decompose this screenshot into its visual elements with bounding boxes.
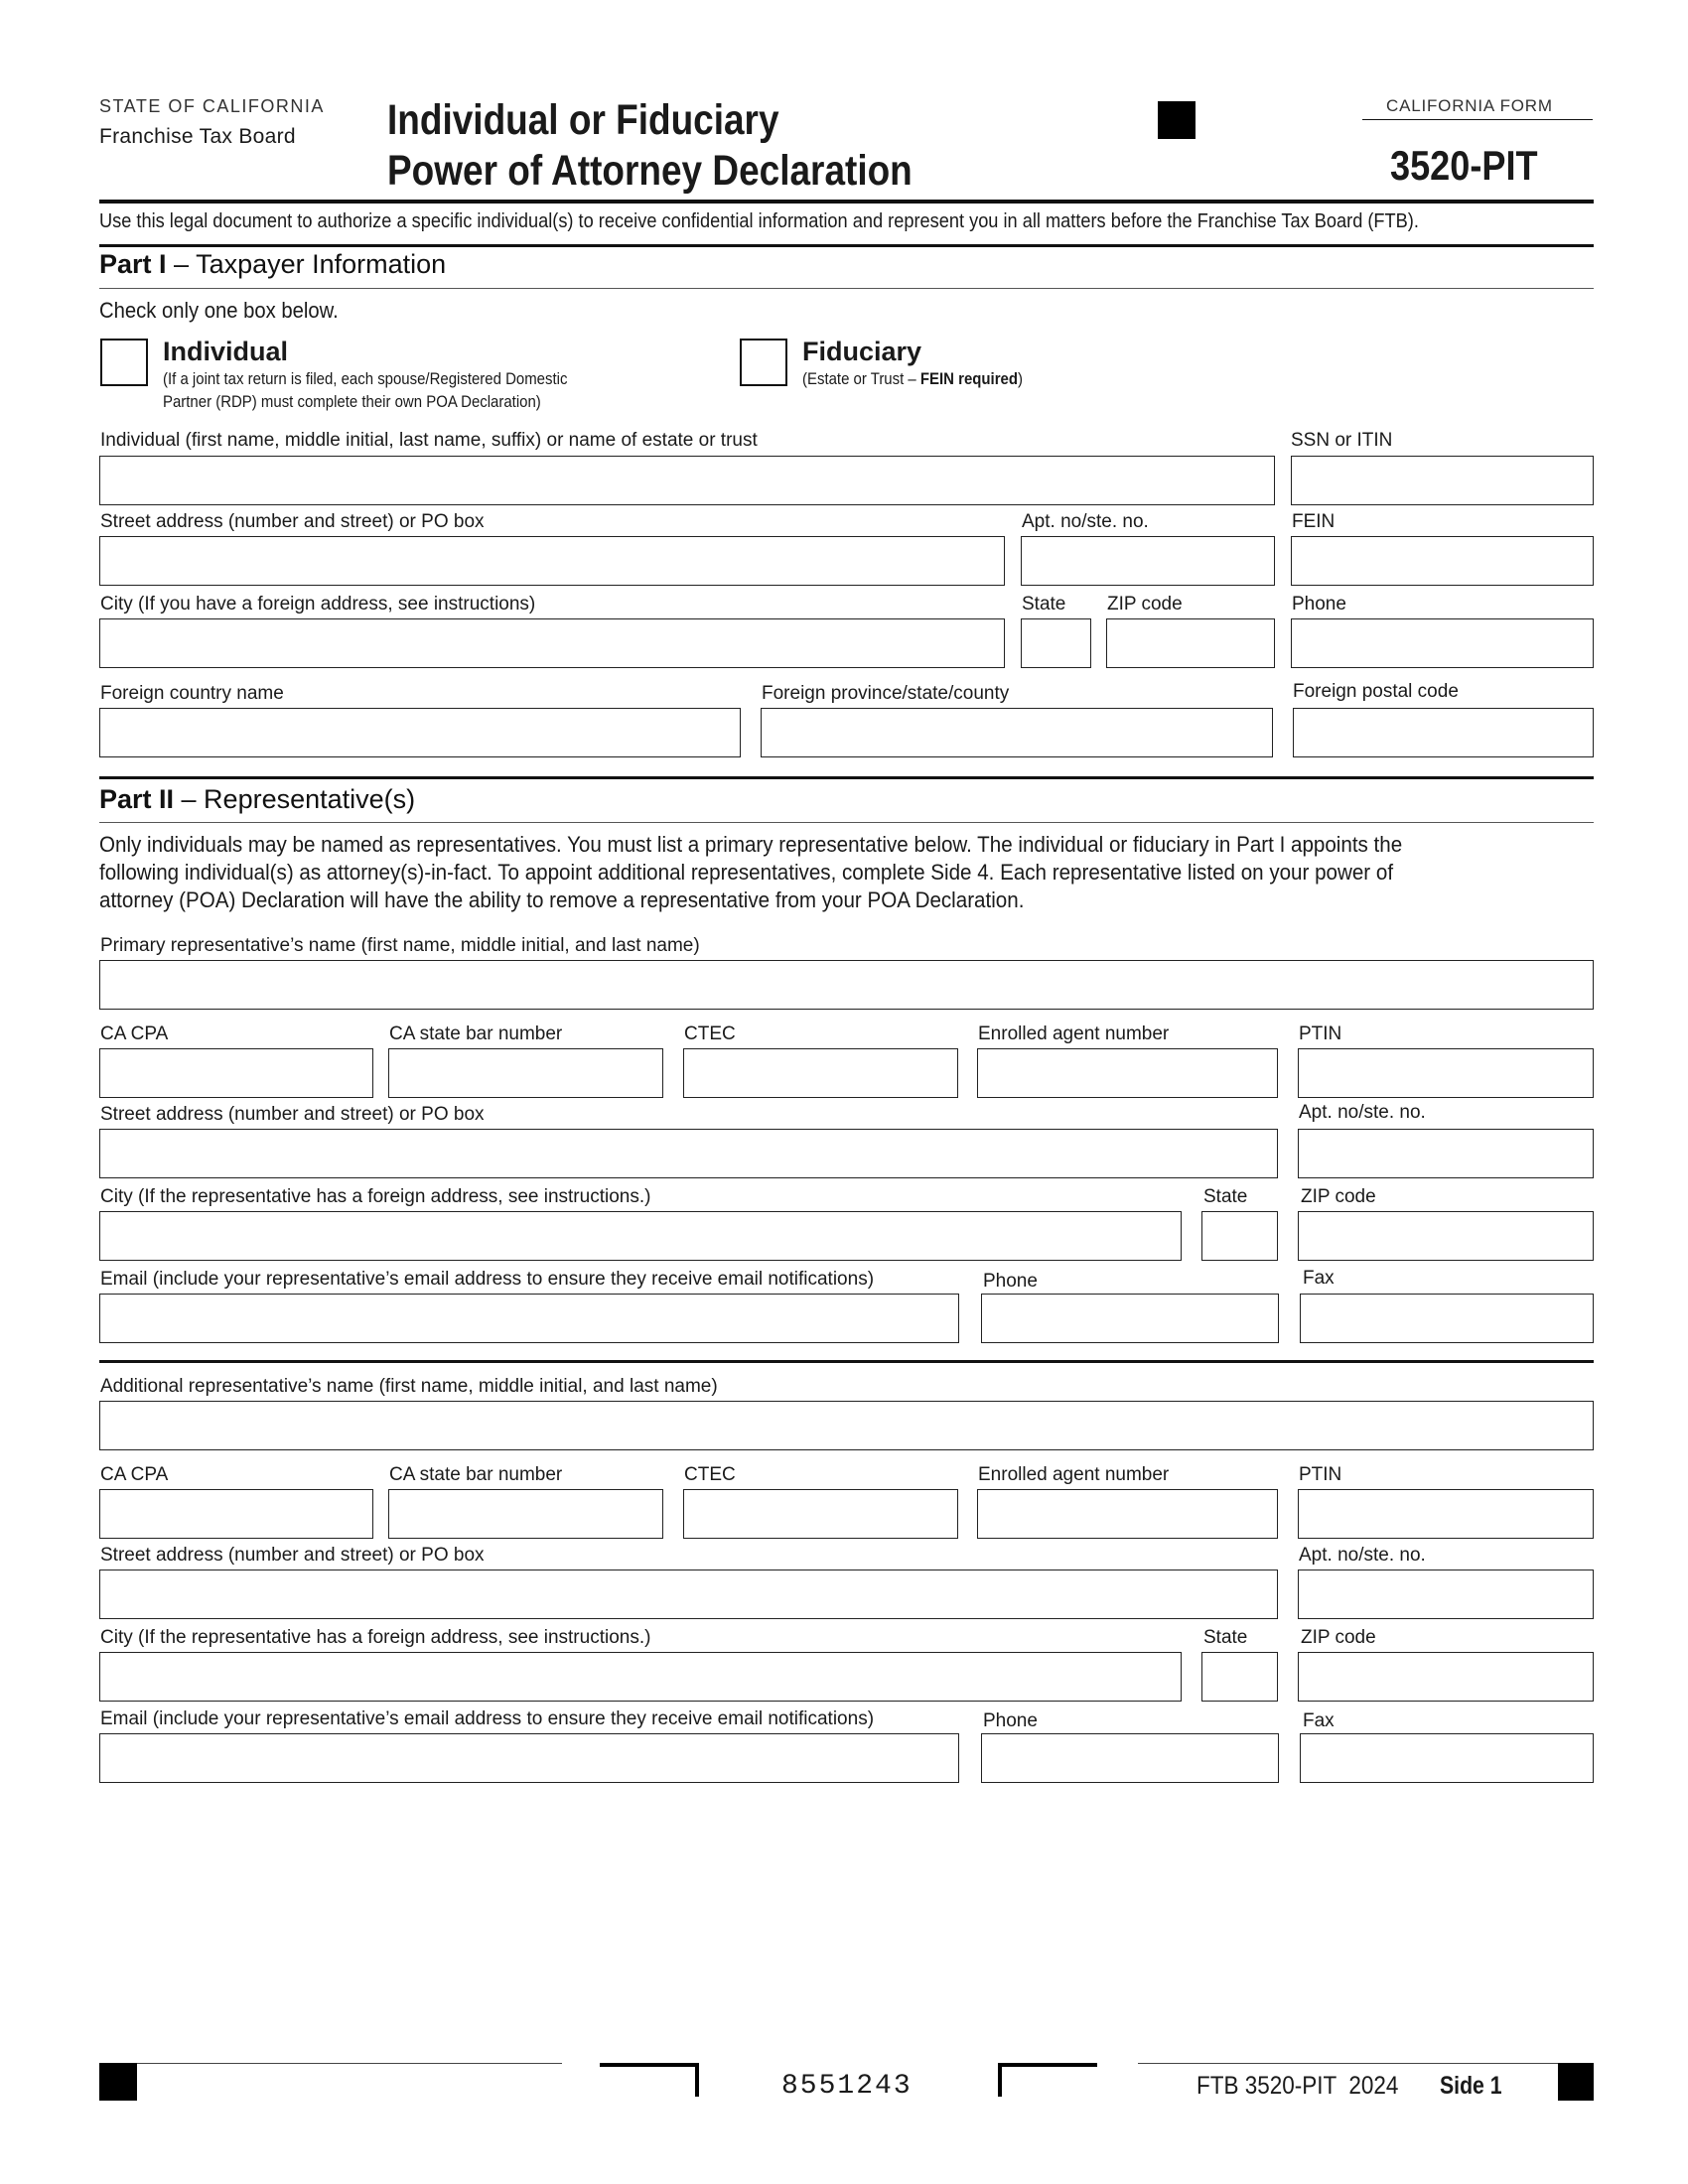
individual-label: Individual bbox=[163, 337, 289, 366]
individual-note-line2: Partner (RDP) must complete their own POA Declaration) bbox=[163, 392, 541, 411]
primary-zip-label: ZIP code bbox=[1301, 1186, 1376, 1207]
additional-zip-input[interactable] bbox=[1298, 1652, 1594, 1702]
california-form-label: CALIFORNIA FORM bbox=[1386, 96, 1553, 115]
representative-divider-rule bbox=[99, 1360, 1594, 1363]
primary-street-input[interactable] bbox=[99, 1129, 1278, 1178]
footer-rule-left bbox=[137, 2063, 562, 2064]
primary-city-input[interactable] bbox=[99, 1211, 1182, 1261]
footer-form-year: FTB 3520-PIT 2024 bbox=[1196, 2072, 1399, 2100]
fiduciary-label: Fiduciary bbox=[802, 337, 922, 366]
primary-enrolled-input[interactable] bbox=[977, 1048, 1278, 1098]
individual-note-line1: (If a joint tax return is filed, each spouse/Registered Domestic bbox=[163, 369, 568, 388]
part2-paragraph bbox=[99, 831, 1590, 914]
primary-zip-input[interactable] bbox=[1298, 1211, 1594, 1261]
primary-fax-input[interactable] bbox=[1300, 1294, 1594, 1343]
additional-city-label: City (If the representative has a foreign address, see instructions.) bbox=[100, 1627, 651, 1648]
additional-fax-label: Fax bbox=[1303, 1710, 1335, 1731]
primary-bar-input[interactable] bbox=[388, 1048, 663, 1098]
primary-ca-cpa-input[interactable] bbox=[99, 1048, 373, 1098]
part1-top-rule bbox=[99, 244, 1594, 247]
additional-enrolled-input[interactable] bbox=[977, 1489, 1278, 1539]
primary-city-label: City (If the representative has a foreign address, see instructions.) bbox=[100, 1186, 651, 1207]
additional-bar-input[interactable] bbox=[388, 1489, 663, 1539]
primary-rep-name-label: Primary representative’s name (first name, middle initial, and last name) bbox=[100, 935, 700, 956]
primary-ctec-label: CTEC bbox=[684, 1024, 736, 1044]
primary-apt-label: Apt. no/ste. no. bbox=[1299, 1102, 1426, 1123]
additional-street-input[interactable] bbox=[99, 1570, 1278, 1619]
ssn-label: SSN or ITIN bbox=[1291, 430, 1393, 451]
state-label: STATE OF CALIFORNIA bbox=[99, 96, 325, 116]
part1-title-bold: Part I bbox=[99, 249, 167, 279]
foreign-province-label: Foreign province/state/county bbox=[762, 683, 1010, 704]
primary-email-input[interactable] bbox=[99, 1294, 959, 1343]
part1-sub-rule bbox=[99, 288, 1594, 289]
taxpayer-city-input[interactable] bbox=[99, 618, 1005, 668]
foreign-country-label: Foreign country name bbox=[100, 683, 284, 704]
primary-state-label: State bbox=[1203, 1186, 1248, 1207]
part2-para-line1: Only individuals may be named as representatives. You must list a primary representative below. The individual or fiduciary in Part I appoints the bbox=[99, 832, 1403, 857]
primary-phone-label: Phone bbox=[983, 1271, 1038, 1292]
agency-label: Franchise Tax Board bbox=[99, 125, 296, 148]
form-title-line1: Individual or Fiduciary bbox=[387, 96, 779, 144]
additional-ca-cpa-input[interactable] bbox=[99, 1489, 373, 1539]
taxpayer-street-label: Street address (number and street) or PO box bbox=[100, 511, 485, 532]
primary-state-input[interactable] bbox=[1201, 1211, 1278, 1261]
primary-enrolled-label: Enrolled agent number bbox=[978, 1024, 1170, 1044]
primary-ptin-label: PTIN bbox=[1299, 1024, 1342, 1044]
taxpayer-zip-input[interactable] bbox=[1106, 618, 1275, 668]
foreign-postal-input[interactable] bbox=[1293, 708, 1594, 757]
part2-para-line2: following individual(s) as attorney(s)-in-fact. To appoint additional representatives, complete Side 4. Each representative listed on your power of bbox=[99, 860, 1394, 885]
taxpayer-state-input[interactable] bbox=[1021, 618, 1091, 668]
additional-apt-label: Apt. no/ste. no. bbox=[1299, 1545, 1426, 1566]
form-title-line2: Power of Attorney Declaration bbox=[387, 147, 913, 195]
registration-mark-bottom-left bbox=[99, 2063, 137, 2101]
primary-fax-label: Fax bbox=[1303, 1268, 1335, 1289]
additional-bar-label: CA state bar number bbox=[389, 1464, 563, 1485]
barcode-number: 8551243 bbox=[781, 2071, 913, 2102]
additional-email-label: Email (include your representative’s email address to ensure they receive email notifications) bbox=[100, 1708, 875, 1729]
additional-state-label: State bbox=[1203, 1627, 1248, 1648]
additional-phone-input[interactable] bbox=[981, 1733, 1279, 1783]
primary-bar-label: CA state bar number bbox=[389, 1024, 563, 1044]
part2-title-rest: – Representative(s) bbox=[174, 784, 416, 814]
additional-zip-label: ZIP code bbox=[1301, 1627, 1376, 1648]
additional-fax-input[interactable] bbox=[1300, 1733, 1594, 1783]
taxpayer-apt-label: Apt. no/ste. no. bbox=[1022, 511, 1149, 532]
part2-top-rule bbox=[99, 776, 1594, 779]
additional-enrolled-label: Enrolled agent number bbox=[978, 1464, 1170, 1485]
foreign-province-input[interactable] bbox=[761, 708, 1273, 757]
additional-phone-label: Phone bbox=[983, 1710, 1038, 1731]
foreign-country-input[interactable] bbox=[99, 708, 741, 757]
fiduciary-note-prefix: (Estate or Trust – bbox=[802, 369, 920, 388]
taxpayer-street-input[interactable] bbox=[99, 536, 1005, 586]
footer-rule-right bbox=[1138, 2063, 1558, 2064]
additional-rep-name-input[interactable] bbox=[99, 1401, 1594, 1450]
additional-street-label: Street address (number and street) or PO box bbox=[100, 1545, 485, 1566]
header-rule bbox=[99, 200, 1594, 204]
part2-title-bold: Part II bbox=[99, 784, 175, 814]
part1-title-rest: – Taxpayer Information bbox=[166, 249, 447, 279]
taxpayer-phone-label: Phone bbox=[1292, 594, 1346, 614]
ssn-input[interactable] bbox=[1291, 456, 1594, 505]
intro-text: Use this legal document to authorize a specific individual(s) to receive confidential information and represent you in all matters before the Franchise Tax Board (FTB). bbox=[99, 210, 1419, 232]
part1-title bbox=[99, 251, 446, 278]
primary-ctec-input[interactable] bbox=[683, 1048, 958, 1098]
fein-input[interactable] bbox=[1291, 536, 1594, 586]
taxpayer-zip-label: ZIP code bbox=[1107, 594, 1183, 614]
taxpayer-state-label: State bbox=[1022, 594, 1066, 614]
part2-para-line3: attorney (POA) Declaration will have the ability to remove a representative from your POA Declaration. bbox=[99, 887, 1025, 912]
additional-rep-name-label: Additional representative’s name (first name, middle initial, and last name) bbox=[100, 1376, 718, 1397]
taxpayer-name-input[interactable] bbox=[99, 456, 1275, 505]
corner-mark-right bbox=[998, 2063, 1097, 2097]
primary-email-label: Email (include your representative’s email address to ensure they receive email notifications) bbox=[100, 1269, 875, 1290]
form-label-rule bbox=[1362, 119, 1593, 120]
registration-mark-bottom-right bbox=[1558, 2063, 1594, 2101]
part2-title bbox=[99, 786, 415, 813]
individual-checkbox[interactable] bbox=[100, 339, 148, 386]
check-instruction: Check only one box below. bbox=[99, 298, 339, 323]
primary-phone-input[interactable] bbox=[981, 1294, 1279, 1343]
taxpayer-phone-input[interactable] bbox=[1291, 618, 1594, 668]
fiduciary-checkbox[interactable] bbox=[740, 339, 787, 386]
fein-label: FEIN bbox=[1292, 511, 1336, 532]
fiduciary-note-bold: FEIN required bbox=[919, 369, 1018, 388]
additional-ptin-input[interactable] bbox=[1298, 1489, 1594, 1539]
foreign-postal-label: Foreign postal code bbox=[1293, 681, 1459, 702]
additional-ctec-label: CTEC bbox=[684, 1464, 736, 1485]
fiduciary-note-suffix: ) bbox=[1017, 369, 1023, 388]
primary-street-label: Street address (number and street) or PO box bbox=[100, 1104, 485, 1125]
footer-side: Side 1 bbox=[1440, 2072, 1502, 2100]
additional-ctec-input[interactable] bbox=[683, 1489, 958, 1539]
additional-city-input[interactable] bbox=[99, 1652, 1182, 1702]
form-number: 3520-PIT bbox=[1390, 142, 1538, 189]
additional-email-input[interactable] bbox=[99, 1733, 959, 1783]
additional-ptin-label: PTIN bbox=[1299, 1464, 1342, 1485]
additional-state-input[interactable] bbox=[1201, 1652, 1278, 1702]
primary-apt-input[interactable] bbox=[1298, 1129, 1594, 1178]
primary-ptin-input[interactable] bbox=[1298, 1048, 1594, 1098]
taxpayer-name-label: Individual (first name, middle initial, last name, suffix) or name of estate or trust bbox=[100, 430, 758, 451]
taxpayer-city-label: City (If you have a foreign address, see instructions) bbox=[100, 594, 536, 614]
fiduciary-note bbox=[802, 370, 1023, 387]
additional-apt-input[interactable] bbox=[1298, 1570, 1594, 1619]
primary-rep-name-input[interactable] bbox=[99, 960, 1594, 1010]
registration-mark-top bbox=[1158, 101, 1196, 139]
primary-ca-cpa-label: CA CPA bbox=[100, 1024, 169, 1044]
additional-ca-cpa-label: CA CPA bbox=[100, 1464, 169, 1485]
corner-mark-left bbox=[600, 2063, 699, 2097]
part2-sub-rule bbox=[99, 822, 1594, 823]
taxpayer-apt-input[interactable] bbox=[1021, 536, 1275, 586]
